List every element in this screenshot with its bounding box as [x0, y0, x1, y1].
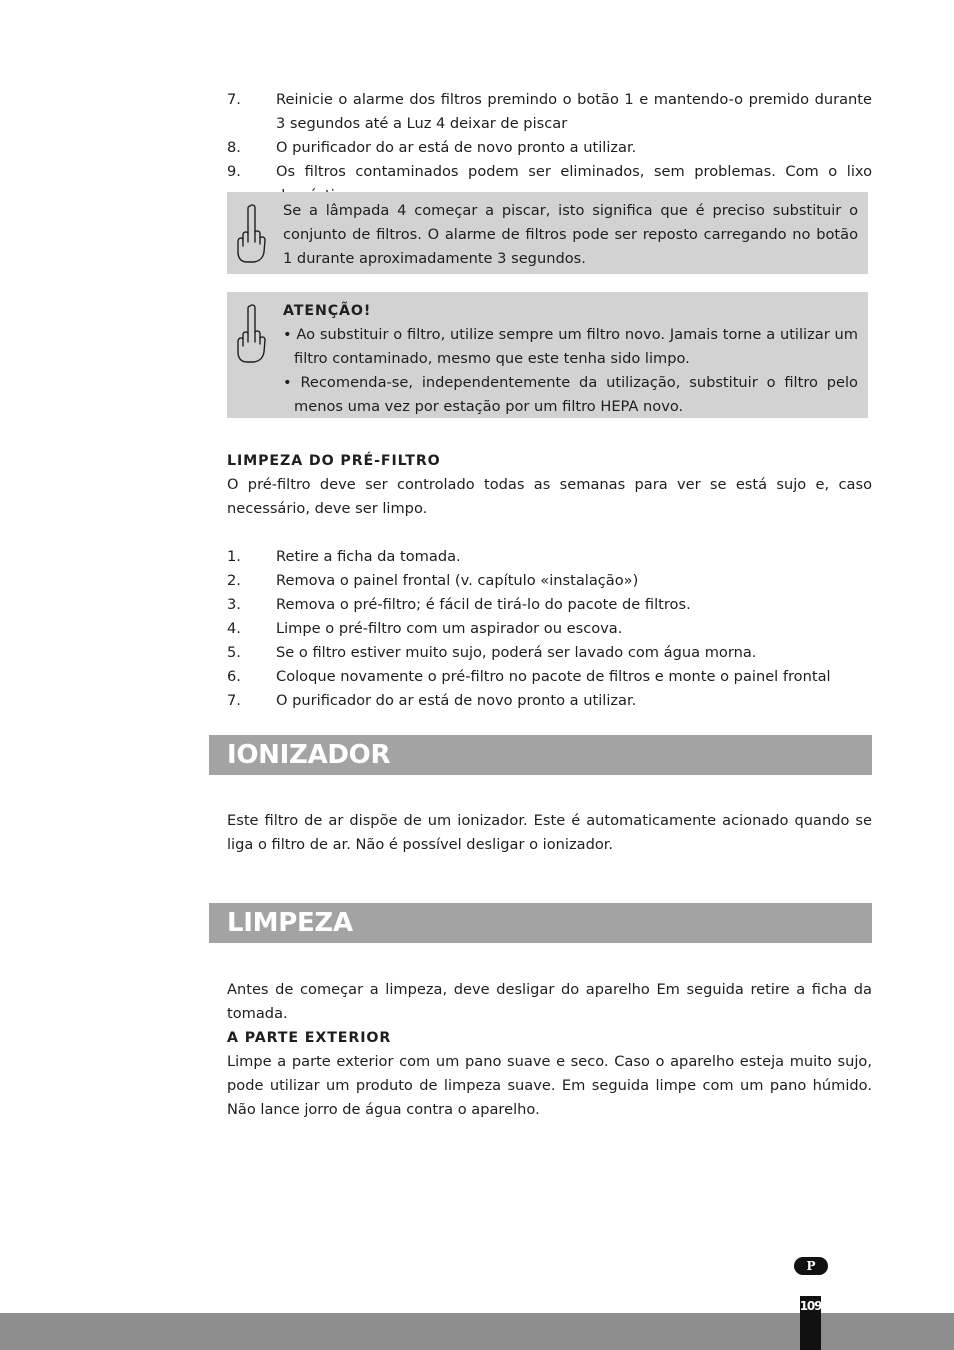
step-number: 8. [227, 139, 241, 156]
step-text: Remova o painel frontal (v. capítulo «instalação») [276, 572, 639, 589]
step-number: 2. [227, 572, 241, 589]
info-note [227, 192, 868, 274]
step-number: 3. [227, 596, 241, 613]
warning-note [227, 292, 868, 418]
step-number: 5. [227, 644, 241, 661]
note-text: Se a lâmpada 4 começar a piscar, isto significa que é preciso substituir o conjunto de filtros. O alarme de filtros pode ser reposto carregando no botão 1 durante aproximadamente 3 segundos. [283, 202, 858, 267]
step-number: 7. [227, 692, 241, 709]
step-number: 4. [227, 620, 241, 637]
step-text: O purificador do ar está de novo pronto a utilizar. [276, 692, 637, 709]
paragraph: O pré-filtro deve ser controlado todas as semanas para ver se está sujo e, caso necessário, deve ser limpo. [227, 476, 872, 517]
step-number: 7. [227, 91, 241, 108]
pointing-hand-icon [233, 302, 267, 364]
section-header [209, 903, 872, 943]
step-number: 9. [227, 163, 241, 180]
pointing-hand-icon [233, 202, 267, 264]
step-text: Remova o pré-filtro; é fácil de tirá-lo do pacote de filtros. [276, 596, 691, 613]
step-text: Os filtros contaminados podem ser eliminados, sem problemas. Com o lixo [276, 163, 872, 180]
paragraph: Antes de começar a limpeza, deve desligar do aparelho Em seguida retire a ficha da tomada. [227, 981, 872, 1022]
list-item [227, 617, 872, 641]
section-header [209, 735, 872, 775]
list-item [227, 593, 872, 617]
paragraph: Limpe a parte exterior com um pano suave e seco. Caso o aparelho esteja muito sujo, pode utilizar um produto de limpeza suave. Em seguida limpe com um pano húmido. Não lance jorro de água contra o aparelho. [227, 1053, 872, 1118]
bullet-item: • Ao substituir o filtro, utilize sempre um filtro novo. Jamais torne a utilizar um filtro contaminado, mesmo que este tenha sido limpo. [283, 326, 858, 367]
paragraph: Este filtro de ar dispõe de um ionizador. Este é automaticamente acionado quando se liga o filtro de ar. Não é possível desligar o ionizador. [227, 812, 872, 853]
list-item [227, 689, 872, 713]
step-text: O purificador do ar está de novo pronto a utilizar. [276, 139, 637, 156]
step-text: Limpe o pré-filtro com um aspirador ou escova. [276, 620, 623, 637]
bullet-item: • Recomenda-se, independentemente da utilização, substituir o filtro pelo menos uma vez por estação por um filtro HEPA novo. [283, 374, 858, 415]
section-title: IONIZADOR [227, 740, 391, 770]
section-title: LIMPEZA [227, 908, 353, 938]
step-text: Se o filtro estiver muito sujo, poderá ser lavado com água morna. [276, 644, 757, 661]
language-badge: P [794, 1257, 828, 1275]
page-number: 109 [799, 1299, 822, 1313]
step-number: 1. [227, 548, 241, 565]
step-text: Retire a ficha da tomada. [276, 548, 461, 565]
section-subheading: LIMPEZA DO PRÉ-FILTRO [227, 453, 441, 469]
list-item [227, 545, 872, 569]
section-subheading: A PARTE EXTERIOR [227, 1030, 392, 1046]
list-item [227, 88, 872, 136]
step-text: Reinicie o alarme dos filtros premindo o botão 1 e mantendo-o premido durante 3 segundos até a Luz 4 deixar de piscar [276, 91, 872, 132]
step-number: 6. [227, 668, 241, 685]
list-item [227, 136, 872, 160]
note-body [283, 299, 858, 419]
step-text: Coloque novamente o pré-filtro no pacote de filtros e monte o painel frontal [276, 668, 831, 685]
list-item [227, 641, 872, 665]
list-item [227, 569, 872, 593]
list-item [227, 665, 872, 689]
note-title: ATENÇÃO! [283, 303, 372, 319]
